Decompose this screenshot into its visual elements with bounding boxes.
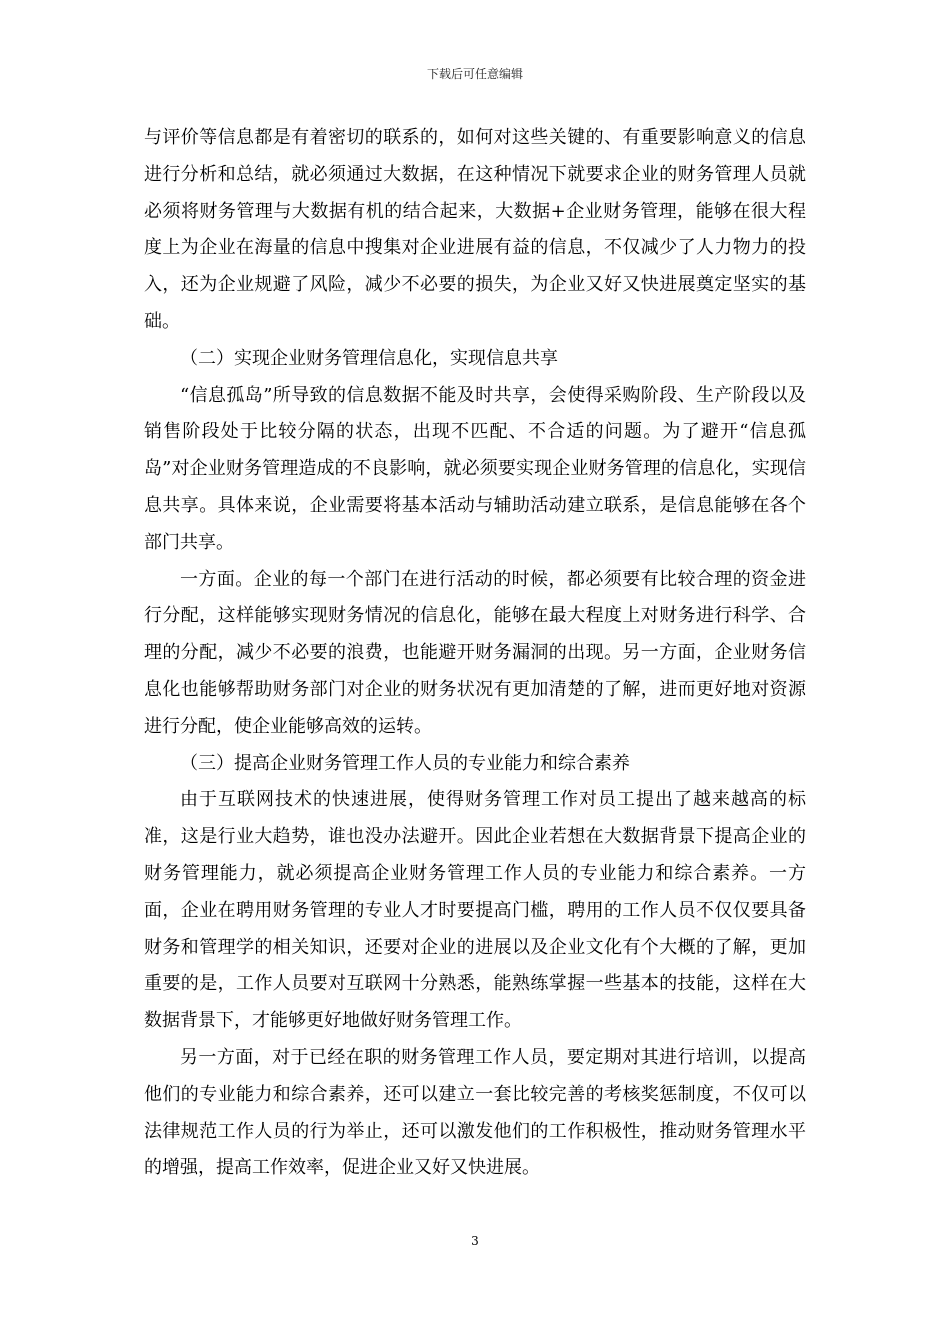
- paragraph-continued: 与评价等信息都是有着密切的联系的，如何对这些关键的、有重要影响意义的信息进行分析和总结，就必须通过大数据，在这种情况下就要求企业的财务管理人员就必须将财务管理与大数据有机的结合起来，大数据+企业财务管理，能够在很大程度上为企业在海量的信息中搜集对企业进展有益的信息，不仅减少了人力物力的投入，还为企业规避了风险，减少不必要的损失，为企业又好又快进展奠定坚实的基础。: [144, 127, 806, 332]
- paragraph: “信息孤岛”所导致的信息数据不能及时共享，会使得采购阶段、生产阶段以及销售阶段处于比较分隔的状态，出现不匹配、不合适的问题。为了避开“信息孤岛”对企业财务管理造成的不良影响，就必须要实现企业财务管理的信息化，实现信息共享。具体来说，企业需要将基本活动与辅助活动建立联系，是信息能够在各个部门共享。: [144, 384, 806, 553]
- section-heading-3: （三）提高企业财务管理工作人员的专业能力和综合素养: [180, 752, 630, 774]
- paragraph: 另一方面，对于已经在职的财务管理工作人员，要定期对其进行培训，以提高他们的专业能力和综合素养，还可以建立一套比较完善的考核奖惩制度，不仅可以法律规范工作人员的行为举止，还可以激发他们的工作积极性，推动财务管理水平的增强，提高工作效率，促进企业又好又快进展。: [144, 1046, 806, 1179]
- page-header: 下载后可任意编辑: [426, 67, 523, 81]
- paragraph: 由于互联网技术的快速进展，使得财务管理工作对员工提出了越来越高的标准，这是行业大趋势，谁也没办法避开。因此企业若想在大数据背景下提高企业的财务管理能力，就必须提高企业财务管理工作人员的专业能力和综合素养。一方面，企业在聘用财务管理的专业人才时要提高门槛，聘用的工作人员不仅仅要具备财务和管理学的相关知识，还要对企业的进展以及企业文化有个大概的了解，更加重要的是，工作人员要对互联网十分熟悉，能熟练掌握一些基本的技能，这样在大数据背景下，才能够更好地做好财务管理工作。: [144, 789, 806, 1032]
- section-heading-2: （二）实现企业财务管理信息化，实现信息共享: [180, 347, 558, 369]
- page-number: 3: [471, 1234, 479, 1248]
- document-body: [144, 120, 806, 1187]
- paragraph: 一方面。企业的每一个部门在进行活动的时候，都必须要有比较合理的资金进行分配，这样能够实现财务情况的信息化，能够在最大程度上对财务进行科学、合理的分配，减少不必要的浪费，也能避开财务漏洞的出现。另一方面，企业财务信息化也能够帮助财务部门对企业的财务状况有更加清楚的了解，进而更好地对资源进行分配，使企业能够高效的运转。: [144, 568, 806, 737]
